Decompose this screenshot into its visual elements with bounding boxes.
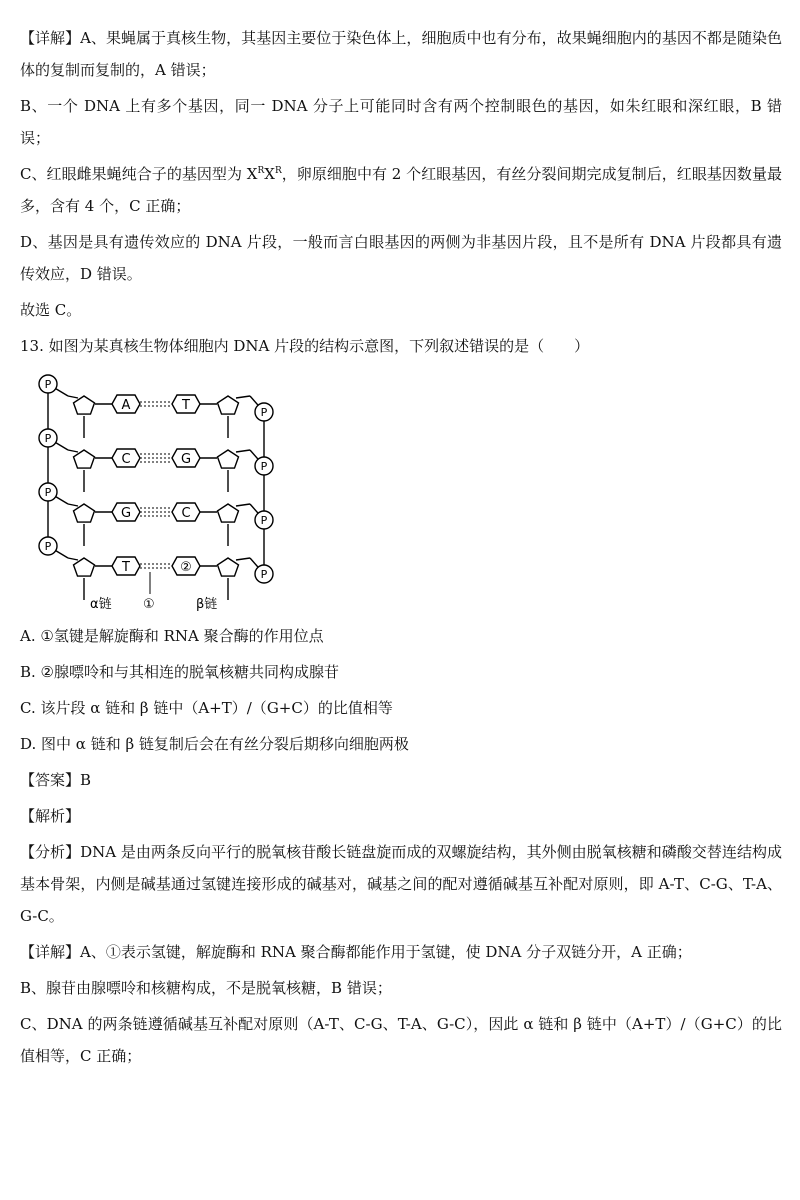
- svg-text:P: P: [260, 568, 268, 581]
- hydrogen-bond-3: [140, 508, 172, 516]
- deoxyribose-right-3: [218, 504, 239, 522]
- alpha-chain-label: α链: [90, 597, 112, 612]
- hydrogen-bond-2: [140, 454, 172, 462]
- superscript-r-1: R: [257, 166, 265, 176]
- detail-c: C、DNA 的两条链遵循碱基互补配对原则（A-T、C-G、T-A、G-C），因此 α 链和 β 链中（A+T）/（G+C）的比值相等，C 正确；: [20, 1015, 782, 1065]
- page-content: [20, 22, 782, 1076]
- svg-text:P: P: [44, 378, 52, 391]
- left-base-3: G: [120, 506, 132, 521]
- question-13-stem: 13. 如图为某真核生物体细胞内 DNA 片段的结构示意图，下列叙述错误的是（ ）: [20, 337, 590, 355]
- prev-detail-b: B、一个 DNA 上有多个基因，同一 DNA 分子上可能同时含有两个控制眼色的基因，如朱红眼和深红眼，B 错误；: [20, 97, 782, 147]
- svg-text:P: P: [260, 460, 268, 473]
- phosphate-l1: [39, 375, 57, 393]
- svg-text:P: P: [260, 514, 268, 527]
- phosphate-r2: [255, 457, 273, 475]
- svg-text:P: P: [44, 540, 52, 553]
- base-pair-row-3: [68, 503, 250, 546]
- deoxyribose-right-1: [218, 396, 239, 414]
- right-base-3: C: [181, 506, 191, 521]
- beta-chain-label: β链: [196, 597, 218, 612]
- phosphate-l4: [39, 537, 57, 555]
- analysis-text: 【分析】DNA 是由两条反向平行的脱氧核苷酸长链盘旋而成的双螺旋结构，其外侧由脱氧核糖和磷酸交替连结构成基本骨架，内侧是碱基通过氢键连接形成的碱基对，碱基之间的配对遵循碱基互补配对原则，即 A-T、C-G、T-A、G-C。: [20, 843, 782, 925]
- right-base-4: ②: [180, 560, 192, 575]
- dna-diagram-svg: [28, 366, 288, 616]
- deoxyribose-left-4: [74, 558, 95, 576]
- option-b: B. ②腺嘌呤和与其相连的脱氧核糖共同构成腺苷: [20, 663, 340, 681]
- svg-text:P: P: [44, 486, 52, 499]
- base-pair-row-1: [68, 395, 250, 438]
- phosphate-l3: [39, 483, 57, 501]
- phosphate-r3: [255, 511, 273, 529]
- hydrogen-bond-marker-label: ①: [143, 597, 155, 612]
- dna-structure-diagram: [28, 366, 288, 616]
- prev-c-post: ，卵原细胞中有 2 个红眼基因，有丝分裂间期完成复制后，红眼基因数量最多，含有 4 个，C 正确；: [20, 165, 782, 215]
- base-pair-row-2: [68, 449, 250, 492]
- prev-choice: 故选 C。: [20, 301, 82, 319]
- phosphate-r4: [255, 565, 273, 583]
- prev-detail-c: [20, 158, 782, 222]
- left-base-1: A: [121, 398, 131, 413]
- deoxyribose-left-3: [74, 504, 95, 522]
- prev-c-pre: C、红眼雌果蝇纯合子的基因型为 X: [20, 165, 258, 183]
- right-base-2: G: [180, 452, 192, 467]
- right-base-1: T: [182, 398, 190, 413]
- phosphate-r1: [255, 403, 273, 421]
- prev-detail-d: D、基因是具有遗传效应的 DNA 片段，一般而言白眼基因的两侧为非基因片段，且不是所有 DNA 片段都具有遗传效应，D 错误。: [20, 233, 782, 283]
- prev-c-mid: X: [264, 165, 275, 183]
- superscript-r-2: R: [274, 166, 282, 176]
- deoxyribose-left-2: [74, 450, 95, 468]
- prev-detail-a: 【详解】A、果蝇属于真核生物，其基因主要位于染色体上，细胞质中也有分布，故果蝇细胞内的基因不都是随染色体的复制而复制的，A 错误；: [20, 29, 782, 79]
- left-base-4: T: [122, 560, 130, 575]
- svg-text:P: P: [260, 406, 268, 419]
- detail-b: B、腺苷由腺嘌呤和核糖构成，不是脱氧核糖，B 错误；: [20, 979, 392, 997]
- base-pair-row-4: [68, 557, 250, 600]
- phosphate-l2: [39, 429, 57, 447]
- detail-a: 【详解】A、①表示氢键，解旋酶和 RNA 聚合酶都能作用于氢键，使 DNA 分子双链分开，A 正确；: [20, 943, 692, 961]
- answer: 【答案】B: [20, 771, 92, 789]
- left-base-2: C: [121, 452, 131, 467]
- svg-text:P: P: [44, 432, 52, 445]
- option-a: A. ①氢键是解旋酶和 RNA 聚合酶的作用位点: [20, 627, 324, 645]
- deoxyribose-left-1: [74, 396, 95, 414]
- hydrogen-bond-4: [140, 564, 172, 568]
- option-c: C. 该片段 α 链和 β 链中（A+T）/（G+C）的比值相等: [20, 699, 393, 717]
- analysis-title: 【解析】: [20, 807, 81, 825]
- option-d: D. 图中 α 链和 β 链复制后会在有丝分裂后期移向细胞两极: [20, 735, 409, 753]
- deoxyribose-right-4: [218, 558, 239, 576]
- deoxyribose-right-2: [218, 450, 239, 468]
- hydrogen-bond-1: [140, 402, 172, 406]
